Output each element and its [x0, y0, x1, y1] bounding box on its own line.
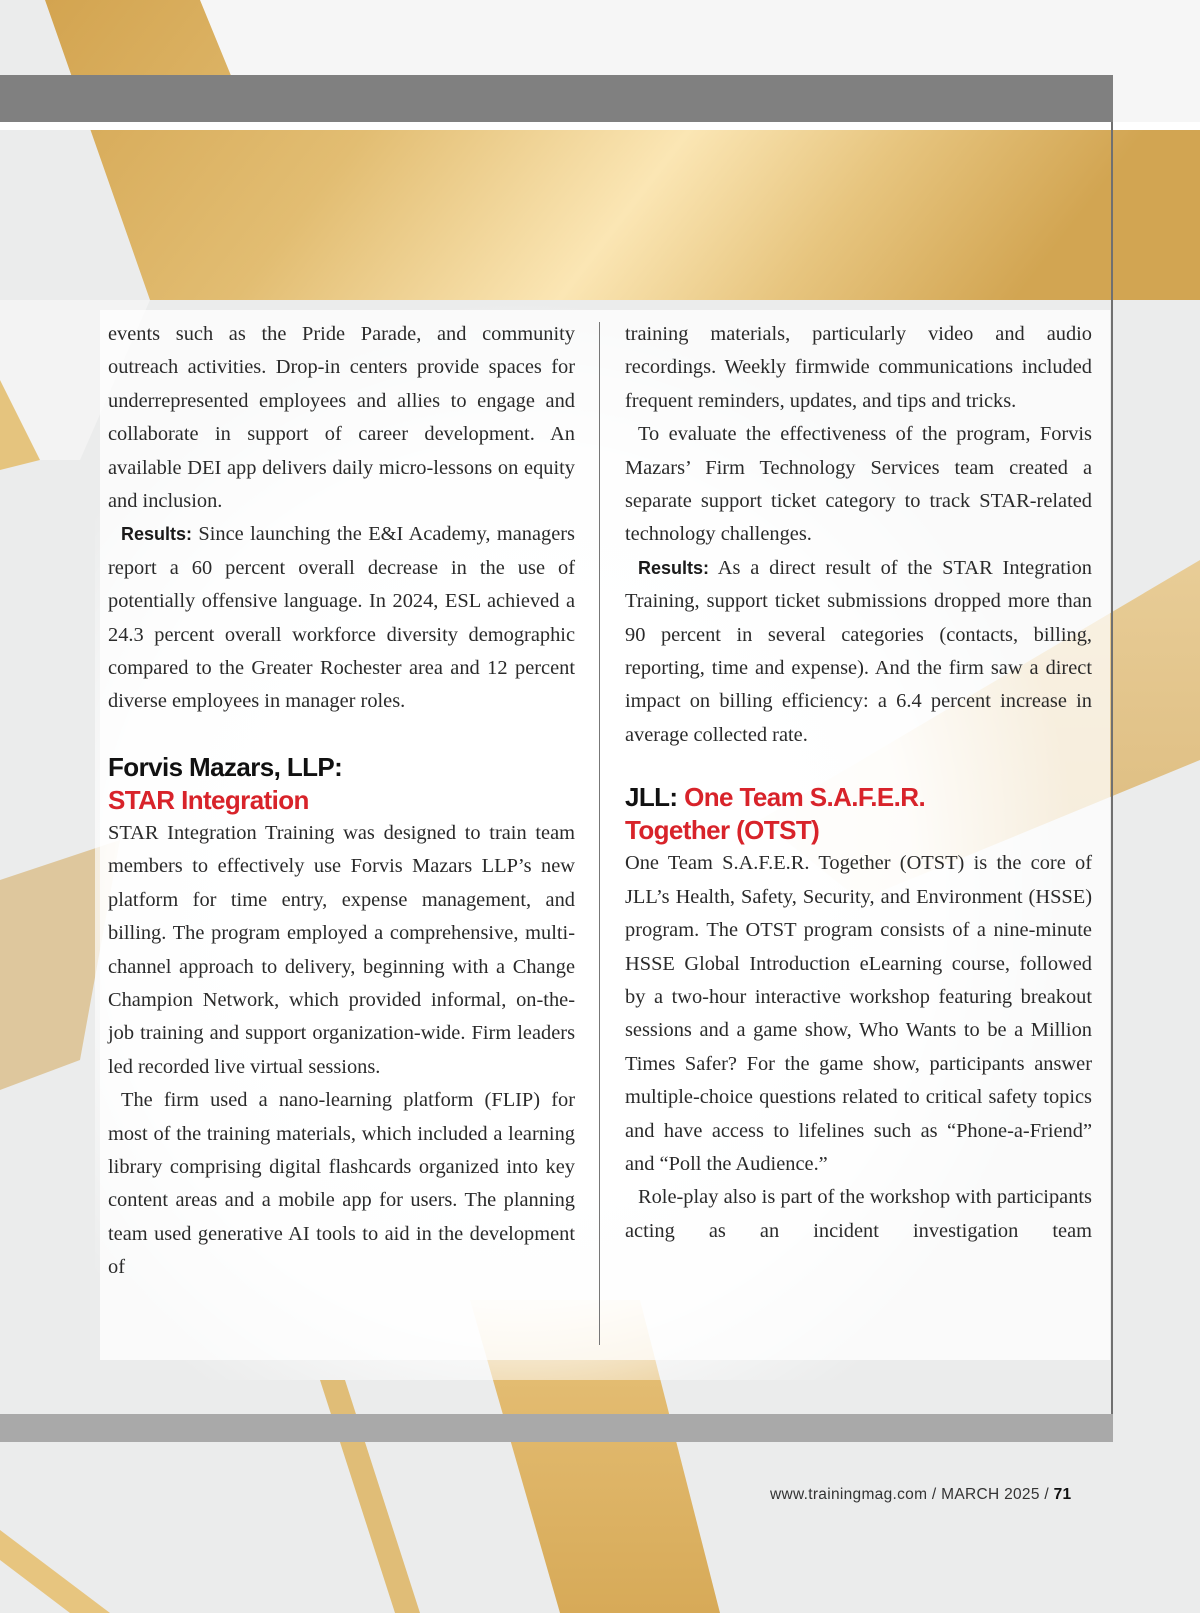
right-paragraph-2: To evaluate the effectiveness of the program, Forvis Mazars’ Firm Technology Services team created a separate support ticket category to track STAR-related technology challenges. [625, 423, 1092, 546]
right-paragraph-4: Role-play also is part of the workshop with participants acting as an incident investigation team [625, 1186, 1092, 1242]
column-divider [599, 322, 600, 1345]
left-paragraph-3: The firm used a nano-learning platform (FLIP) for most of the training materials, which included a learning library comprising digital flashcards organized into key content areas and a mobile app for users. The planning team used generative AI tools to aid in the development of [108, 1089, 575, 1279]
forvis-heading [108, 751, 575, 817]
results-label: Results: [638, 557, 710, 578]
page-number: 71 [1053, 1486, 1072, 1503]
footer-site: www.trainingmag.com [770, 1486, 928, 1503]
results-text: Since launching the E&I Academy, managers report a 60 percent overall decrease in the use of potentially offensive language. In 2024, ESL achieved a 24.3 percent overall workforce diversity demographic compared to the Greater Rochester area and 12 percent diverse employees in manager roles. [108, 523, 575, 713]
bottom-gray-bar [0, 1414, 1113, 1442]
jll-heading [625, 781, 1092, 847]
left-results-paragraph [108, 518, 575, 718]
right-paragraph-1: training materials, particularly video and audio recordings. Weekly firmwide communications included frequent reminders, updates, and tips and tricks. [625, 323, 1092, 412]
footer-issue: MARCH 2025 [941, 1486, 1040, 1503]
page-footer: www.trainingmag.com / MARCH 2025 / 71 [770, 1486, 1072, 1503]
results-label: Results: [121, 524, 193, 545]
right-results-paragraph [625, 552, 1092, 752]
right-paragraph-3: One Team S.A.F.E.R. Together (OTST) is the core of JLL’s Health, Safety, Security, and Environment (HSSE) program. The OTST program consists of a nine-minute HSSE Global Introduction eLearning course, followed by a two-hour interactive workshop featuring breakout sessions and a game show, Who Wants to be a Million Times Safer? For the game show, participants answer multiple-choice questions related to critical safety topics and have access to lifelines such as “Phone-a-Friend” and “Poll the Audience.” [625, 852, 1092, 1175]
left-paragraph-1: events such as the Pride Parade, and community outreach activities. Drop-in centers provide spaces for underrepresented employees and allies to engage and collaborate in support of career development. An available DEI app delivers daily micro-lessons on equity and inclusion. [108, 323, 575, 513]
heading-program-line-2: Together (OTST) [625, 815, 820, 846]
right-border-rule [1111, 122, 1113, 1414]
heading-company: Forvis Mazars, LLP: [108, 751, 343, 782]
heading-company: JLL: [625, 782, 678, 813]
top-gray-bar [0, 75, 1113, 122]
left-paragraph-2: STAR Integration Training was designed to train team members to effectively use Forvis Mazars LLP’s new platform for time entry, expense management, and billing. The program employed a comprehensive, multi-channel approach to delivery, beginning with a Change Champion Network, which provided informal, on-the-job training and support organization-wide. Firm leaders led recorded live virtual sessions. [108, 821, 575, 1078]
heading-program-line-1: One Team S.A.F.E.R. [684, 782, 926, 813]
results-text: As a direct result of the STAR Integration Training, support ticket submissions dropped more than 90 percent in several categories (contacts, billing, reporting, time and expense). And the firm saw a direct impact on billing efficiency: a 6.4 percent increase in average collected rate. [625, 556, 1092, 746]
left-column [108, 318, 575, 1285]
top-white-stripe [0, 122, 1200, 130]
heading-program: STAR Integration [108, 784, 309, 815]
right-column [625, 318, 1092, 1248]
